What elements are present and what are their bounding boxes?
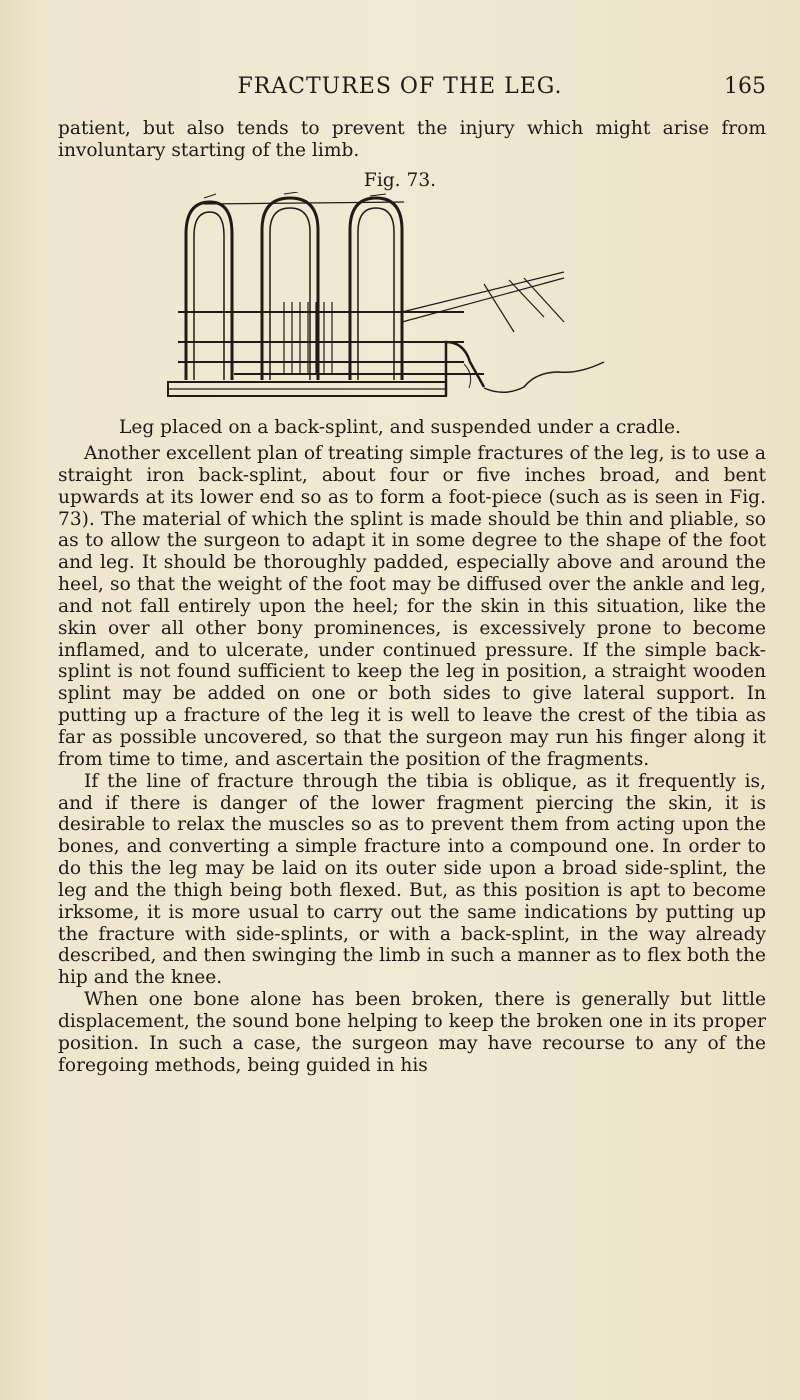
paragraph-3: When one bone alone has been broken, there is generally but little displacement, the sound bone helping to keep the broken one in its proper position. In such a case, the surgeon may have recourse to any of the foregoing methods, being guided in his: [58, 989, 766, 1076]
body-text: [58, 443, 766, 1076]
foot-piece: [446, 342, 484, 396]
foot-outline: [484, 362, 604, 392]
intro-text-block: [58, 118, 766, 162]
figure-caption: Leg placed on a back-splint, and suspended under a cradle.: [119, 417, 681, 438]
cradle-splint-illustration: [164, 192, 634, 402]
figure-label: Fig. 73.: [363, 170, 437, 191]
running-head: [0, 74, 800, 104]
page-number: 165: [724, 74, 766, 99]
suspension-cord: [402, 272, 564, 312]
cradle-hoop-1: [186, 202, 232, 380]
intro-text: patient, but also tends to prevent the injury which might arise from involuntary starting of the limb.: [58, 118, 766, 161]
paragraph-1: Another excellent plan of treating simple fractures of the leg, is to use a straight iron back-splint, about four or five inches broad, and bent upwards at its lower end so as to form a foot-piece (such as is seen in Fig. 73). The material of which the splint is made should be thin and pliable, so as to allow the surgeon to adapt it in some degree to the shape of the foot and leg. It should be thoroughly padded, especially above and around the heel, so that the weight of the foot may be diffused over the ankle and leg, and not fall entirely upon the heel; for the skin in this situation, like the skin over all other bony prominences, is excessively prone to become inflamed, and to ulcerate, under continued pressure. If the simple back-splint is not found sufficient to keep the leg in position, a straight wooden splint may be added on one or both sides to give lateral support. In putting up a fracture of the leg it is well to leave the crest of the tibia as far as possible uncovered, so that the surgeon may run his finger along it from time to time, and ascertain the position of the fragments.: [58, 443, 766, 770]
chapter-title: FRACTURES OF THE LEG.: [237, 74, 563, 99]
paragraph-2: If the line of fracture through the tibia is oblique, as it frequently is, and if there is danger of the lower fragment piercing the skin, it is desirable to relax the muscles so as to prevent them from acting upon the bones, and converting a simple fracture into a compound one. In order to do this the leg may be laid on its outer side upon a broad side-splint, the leg and the thigh being both flexed. But, as this position is apt to become irksome, it is more usual to carry out the same indications by putting up the fracture with side-splints, or with a back-splint, in the way already described, and then swinging the limb in such a manner as to flex both the hip and the knee.: [58, 770, 766, 989]
